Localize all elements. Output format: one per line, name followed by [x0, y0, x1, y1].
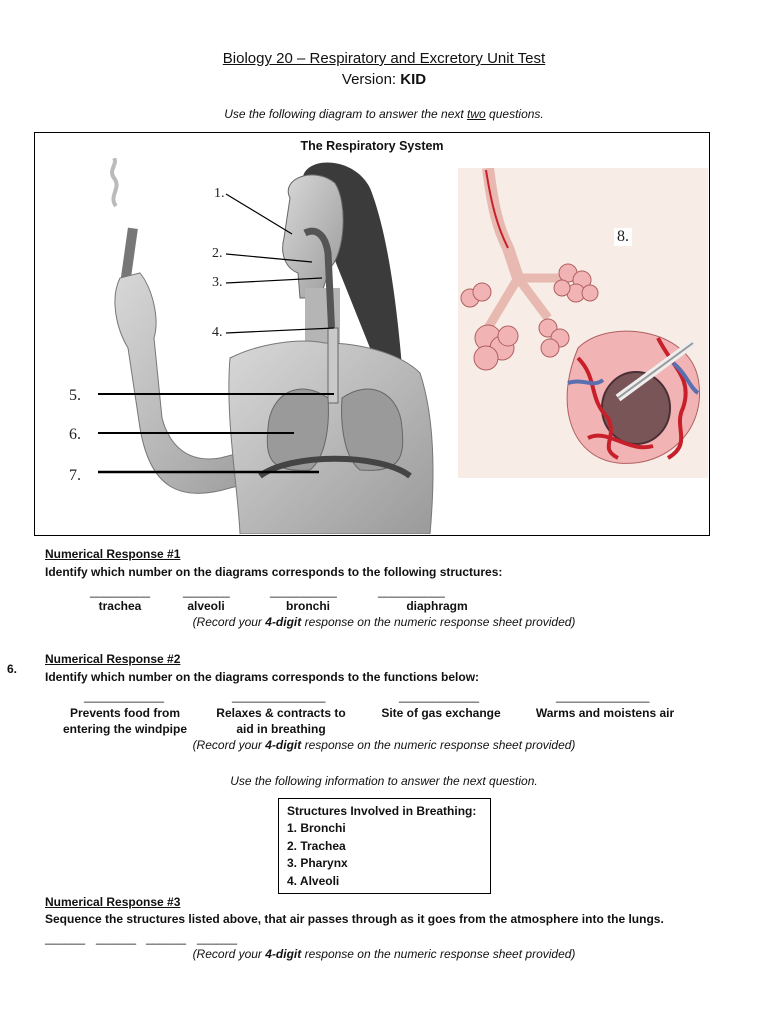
nr2-record-instruction: (Record your 4-digit response on the numeric response sheet provided) — [192, 738, 576, 752]
diagram-instructions: Use the following diagram to answer the next two questions. — [224, 107, 544, 121]
diagram-label-7: 7. — [69, 467, 81, 484]
nr2-blank-4[interactable]: ______________ — [556, 689, 650, 703]
alveoli-illustration — [458, 168, 708, 478]
nr2-blank-2[interactable]: ______________ — [232, 689, 326, 703]
structures-info-box — [278, 798, 491, 894]
nr2-blank-3[interactable]: ____________ — [399, 689, 480, 703]
nr2-prompt: Identify which number on the diagrams corresponds to the functions below: — [45, 670, 480, 684]
info-instructions: Use the following information to answer the next question. — [230, 774, 538, 788]
diagram-label-5: 5. — [69, 387, 81, 404]
nr2-blank-1[interactable]: ____________ — [84, 689, 165, 703]
nr1-label-alveoli: alveoli — [187, 599, 225, 613]
nr3-record-instruction: (Record your 4-digit response on the numeric response sheet provided) — [192, 947, 576, 961]
diagram-label-1: 1. — [214, 186, 225, 201]
nr2-heading: Numerical Response #2 — [45, 652, 181, 666]
diagram-label-2: 2. — [212, 246, 223, 261]
nr1-blank-2[interactable]: _______ — [183, 584, 230, 598]
diagram-title: The Respiratory System — [300, 139, 444, 153]
nr3-blank-2[interactable]: ______ — [96, 931, 137, 945]
nr1-prompt: Identify which number on the diagrams corresponds to the following structures: — [45, 565, 503, 579]
info-item-3: 3. Pharynx — [287, 856, 348, 871]
diagram-label-8: 8. — [614, 228, 632, 246]
info-item-1: 1. Bronchi — [287, 821, 346, 836]
info-item-4: 4. Alveoli — [287, 873, 340, 888]
nr1-blank-4[interactable]: __________ — [378, 584, 445, 598]
nr2-label-1: Prevents food from entering the windpipe — [62, 706, 187, 736]
nr3-prompt: Sequence the structures listed above, that air passes through as it goes from the atmosphere into the lungs. — [45, 912, 664, 926]
test-title: Biology 20 – Respiratory and Excretory Unit Test — [222, 50, 546, 67]
nr1-label-trachea: trachea — [98, 599, 142, 613]
nr1-heading: Numerical Response #1 — [45, 547, 181, 561]
nr1-blank-1[interactable]: _________ — [90, 584, 151, 598]
diagram-label-6: 6. — [69, 426, 81, 443]
version-code: KID — [400, 71, 427, 88]
nr1-label-diaphragm: diaphragm — [406, 599, 468, 613]
nr1-blank-3[interactable]: __________ — [270, 584, 337, 598]
nr3-heading: Numerical Response #3 — [45, 895, 181, 909]
nr2-label-3: Site of gas exchange — [381, 706, 501, 720]
nr3-blank-1[interactable]: ______ — [45, 931, 86, 945]
margin-mark: 6. — [7, 662, 18, 676]
diagram-label-4: 4. — [212, 325, 223, 340]
version-line: Version: KID — [341, 71, 427, 88]
nr1-record-instruction: (Record your 4-digit response on the numeric response sheet provided) — [192, 615, 576, 629]
info-box-title: Structures Involved in Breathing: — [287, 804, 477, 818]
nr2-label-2: Relaxes & contracts to aid in breathing — [216, 706, 346, 736]
info-item-2: 2. Trachea — [287, 838, 346, 853]
nr3-blank-4[interactable]: ______ — [197, 931, 238, 945]
nr3-blank-3[interactable]: ______ — [146, 931, 187, 945]
nr2-label-4: Warms and moistens air — [535, 706, 675, 720]
nr1-label-bronchi: bronchi — [286, 599, 330, 613]
diagram-label-3: 3. — [212, 275, 223, 290]
